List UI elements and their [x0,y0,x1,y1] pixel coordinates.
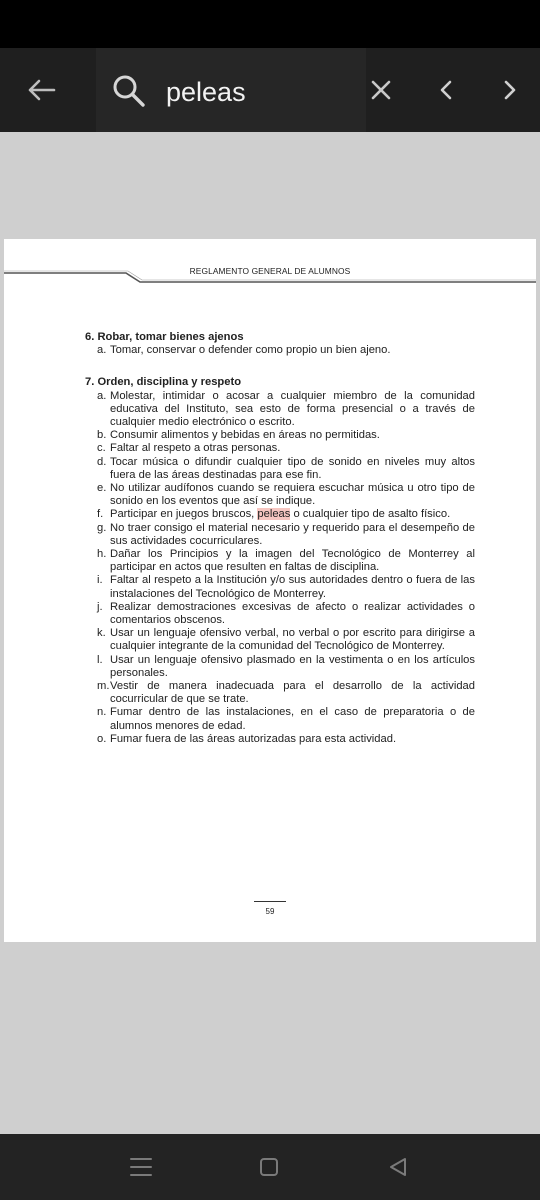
list-item [85,456,475,482]
list-marker: c. [97,442,106,455]
list-marker: f. [97,508,104,521]
chevron-right-icon [503,80,517,100]
home-icon[interactable] [258,1156,280,1178]
list-item [85,706,475,732]
section-6-title: 6. Robar, tomar bienes ajenos [85,331,244,343]
list-item-text: Fumar fuera de las áreas autorizadas para esta actividad. [110,732,397,745]
list-item [85,654,475,680]
list-marker: h. [97,548,107,561]
list-item [85,627,475,653]
list-item-text: Vestir de manera inadecuada para el desarrollo de la actividad cocurricular de que se trate. [110,680,475,706]
list-item-text: No traer consigo el material necesario y requerido para el desempeño de sus actividades cocurriculares. [110,521,475,547]
list-item-text: Usar un lenguaje ofensivo plasmado en la vestimenta o en los artículos personales. [110,653,475,679]
list-item [85,574,475,600]
back-button[interactable] [18,70,64,110]
header-rule [4,239,536,289]
list-item [85,429,475,442]
running-head: REGLAMENTO GENERAL DE ALUMNOS [189,266,351,276]
section-6-list [85,344,475,357]
list-item [85,548,475,574]
list-marker: a. [97,389,107,402]
list-item [85,680,475,706]
page-number-rule [254,901,286,902]
list-item-text: Realizar demostraciones excesivas de afecto o realizar actividades o comentarios obscenos. [110,600,475,627]
list-item [85,522,475,548]
list-item [85,733,475,746]
document-body [85,331,475,746]
list-item-text: Usar un lenguaje ofensivo verbal, no verbal o por escrito para dirigirse a cualquier integrante de la comunidad del Tecnológico de Monterrey. [110,627,475,653]
search-icon [112,74,146,108]
system-navigation-bar [0,1134,540,1200]
chevron-left-icon [439,80,453,100]
list-marker: e. [97,482,107,495]
search-toolbar [0,48,540,132]
list-item [85,390,475,430]
list-marker: g. [97,521,107,534]
search-match-highlight: peleas [257,508,291,521]
document-page [4,239,536,942]
list-item-text-pre: Participar en juegos bruscos, [110,508,258,521]
list-item-text: Consumir alimentos y bebidas en áreas no permitidas. [110,429,380,442]
section-7-list [85,390,475,746]
list-marker: j. [97,600,103,613]
previous-match-button[interactable] [432,72,460,108]
list-item [85,601,475,627]
list-marker: n. [97,706,107,719]
search-input[interactable] [166,72,246,112]
page-number: 59 [265,907,275,916]
next-match-button[interactable] [496,72,524,108]
list-marker: a. [97,344,107,357]
list-item-text: Faltar al respeto a la Institución y/o sus autoridades dentro o fuera de las instalaciones del Tecnológico de Monterrey. [110,574,475,600]
status-bar [0,0,540,48]
list-marker: b. [97,429,107,442]
list-item-text: Faltar al respeto a otras personas. [110,442,281,455]
list-marker: k. [97,627,106,640]
list-marker: m. [97,680,110,693]
section-7-title: 7. Orden, disciplina y respeto [85,376,242,389]
recent-apps-icon[interactable] [128,1156,154,1178]
list-item-text: Molestar, intimidar o acosar a cualquier miembro de la comunidad educativa del Instituto, sea esto de forma presencial o a través de cualquier medio electrónico o escrito. [110,389,475,429]
list-item-text: Dañar los Principios y la imagen del Tecnológico de Monterrey al participar en actos que resulten en faltas de disciplina. [110,548,475,574]
list-marker: i. [97,574,103,587]
list-marker: d. [97,455,107,468]
list-item [85,442,475,455]
list-marker: o. [97,732,107,745]
list-item-text: Tocar música o difundir cualquier tipo de sonido en niveles muy altos fuera de las áreas destinadas para ese fin. [110,455,475,481]
list-item-text-post: o cualquier tipo de asalto físico. [290,508,451,521]
close-icon [371,80,391,100]
list-item [85,344,475,357]
list-item-text: Fumar dentro de las instalaciones, en el caso de preparatoria o de alumnos menores de edad. [110,706,475,732]
arrow-left-icon [26,78,56,102]
list-item [85,508,475,521]
list-item-text: No utilizar audífonos cuando se requiera escuchar música u otro tipo de sonido en los eventos que así se indique. [110,482,475,508]
clear-search-button[interactable] [366,72,396,108]
back-triangle-icon[interactable] [386,1155,410,1179]
search-query-text: peleas [166,76,246,107]
list-item-text: Tomar, conservar o defender como propio un bien ajeno. [110,344,391,357]
list-marker: l. [97,653,103,666]
list-item [85,482,475,508]
